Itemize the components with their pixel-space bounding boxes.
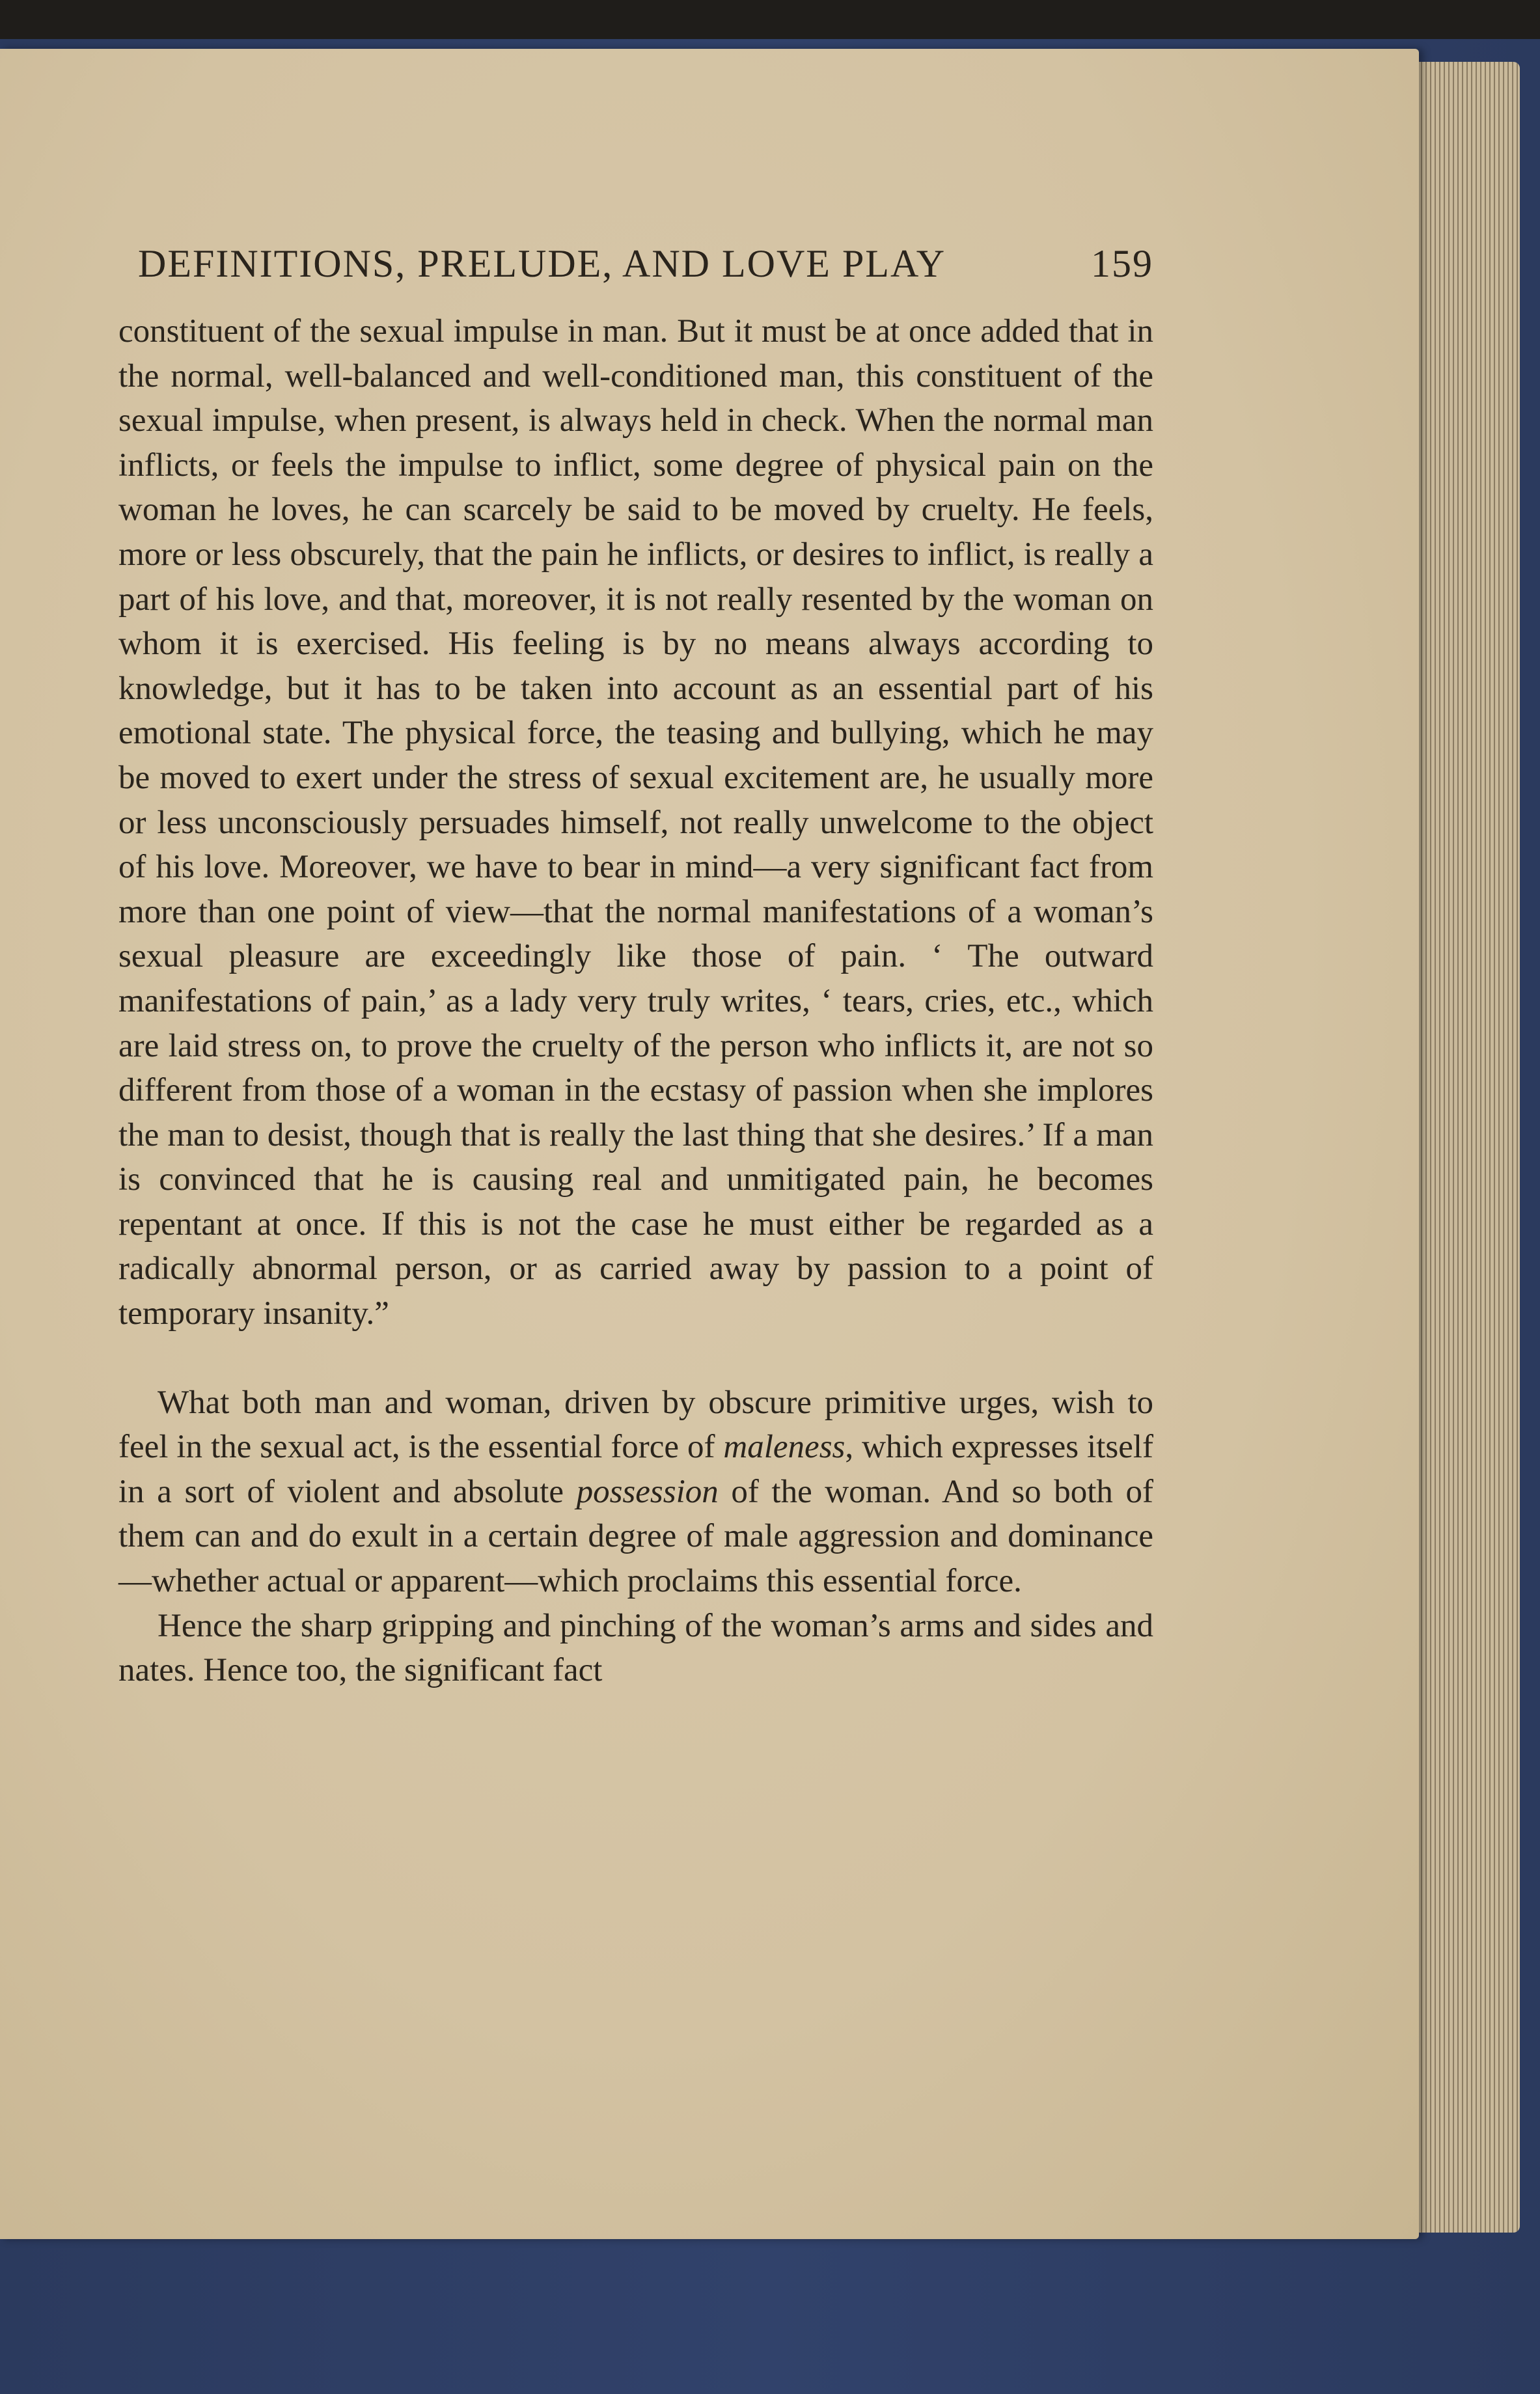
body-text bbox=[118, 309, 1153, 1693]
page-number: 159 bbox=[1091, 242, 1153, 285]
paragraph-2 bbox=[118, 1381, 1153, 1604]
paragraph-2-text-a: What both man and woman, driven by obscure primitive urges, wish to feel in the sexual act, is the essential force of bbox=[118, 1384, 1153, 1466]
paragraph-3 bbox=[118, 1604, 1153, 1693]
italic-possession: possession bbox=[576, 1473, 719, 1510]
paragraph-1-text: constituent of the sexual impulse in man. But it must be at once added that in the normal, well-balanced and well-conditioned man, this constituent of the sexual impulse, when present, is always held in check. When the normal man inflicts, or feels the impulse to inflict, some degree of physical pain on the woman he loves, he can scarcely be said to be moved by cruelty. He feels, more or less obscurely, that the pain he inflicts, or desires to inflict, is really a part of his love, and that, moreover, it is not really resented by the woman on whom it is exercised. His feeling is by no means always according to knowledge, but it has to be taken into account as an essential part of his emotional state. The physical force, the teasing and bullying, which he may be moved to exert under the stress of sexual excitement are, he usually more or less unconsciously persuades himself, not really unwelcome to the object of his love. Moreover, we have to bear in mind—a very significant fact from more than one point of view—that the normal manifestations of a woman’s sexual pleasure are exceedingly like those of pain. ‘ The outward manifestations of pain,’ as a lady very truly writes, ‘ tears, cries, etc., which are laid stress on, to prove the cruelty of the person who inflicts it, are not so different from those of a woman in the ecstasy of passion when she implores the man to desist, though that is really the last thing that she desires.’ If a man is convinced that he is causing real and unmitigated pain, he becomes repentant at once. If this is not the case he must either be regarded as a radically abnormal person, or as carried away by passion to a point of temporary insanity.” bbox=[118, 313, 1153, 1332]
paragraph-2-text-c: of the woman. And so both of them can and do exult in a certain degree of male aggression and dominance —whether actual or apparent—which proclaims this essential force. bbox=[118, 1473, 1153, 1600]
paragraph-1 bbox=[118, 309, 1153, 1336]
italic-maleness: maleness bbox=[723, 1429, 846, 1466]
running-head-title: DEFINITIONS, PRELUDE, AND LOVE PLAY bbox=[138, 242, 946, 285]
running-head bbox=[118, 234, 1153, 293]
paragraph-2-text-b: , which expresses itself in a sort of violent and absolute bbox=[118, 1429, 1153, 1510]
paragraph-3-text: Hence the sharp gripping and pinching of the woman’s arms and sides and nates. Hence too, the significant fact bbox=[118, 1607, 1153, 1689]
